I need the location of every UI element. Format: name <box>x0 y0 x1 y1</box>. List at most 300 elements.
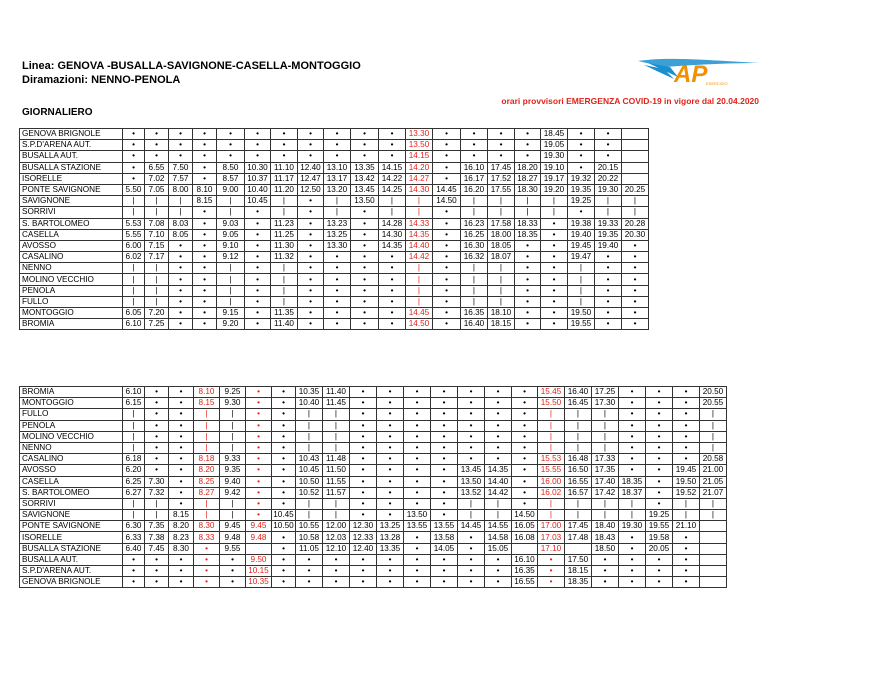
time-cell: | <box>220 420 246 431</box>
time-cell: • <box>458 577 485 588</box>
time-cell: • <box>324 308 351 319</box>
stop-name: S.P.D'ARENA AUT. <box>20 140 123 151</box>
stop-name: SORRIVI <box>20 207 123 218</box>
time-cell: 16.57 <box>565 487 592 498</box>
time-cell: 7.25 <box>145 319 169 330</box>
time-cell: • <box>622 296 649 307</box>
time-cell: 18.20 <box>515 162 541 173</box>
time-cell: 14.33 <box>406 218 433 229</box>
time-cell: • <box>377 454 404 465</box>
time-cell: • <box>145 577 169 588</box>
time-cell: • <box>592 577 619 588</box>
time-cell: • <box>245 308 271 319</box>
time-cell: • <box>351 229 379 240</box>
time-cell: • <box>404 409 431 420</box>
time-cell: • <box>673 543 700 554</box>
time-cell: 10.50 <box>296 476 323 487</box>
time-cell: • <box>123 151 145 162</box>
time-cell: 13.52 <box>458 487 485 498</box>
time-cell: 18.35 <box>565 577 592 588</box>
time-cell: | <box>458 510 485 521</box>
time-cell: • <box>169 431 194 442</box>
time-cell: | <box>406 274 433 285</box>
time-cell: 18.35 <box>619 476 646 487</box>
time-cell: | <box>123 510 145 521</box>
time-cell: • <box>673 566 700 577</box>
time-cell: 19.35 <box>595 229 622 240</box>
time-cell: • <box>512 420 538 431</box>
time-cell: | <box>538 498 565 509</box>
time-cell: | <box>123 442 145 453</box>
time-cell: • <box>169 465 194 476</box>
time-cell: 19.30 <box>619 521 646 532</box>
time-cell: | <box>271 263 298 274</box>
time-cell: 13.10 <box>324 162 351 173</box>
time-cell: • <box>350 487 377 498</box>
time-cell: • <box>404 498 431 509</box>
time-cell: • <box>246 431 272 442</box>
time-cell: 13.23 <box>324 218 351 229</box>
time-cell: • <box>379 285 406 296</box>
time-cell: 10.45 <box>245 196 271 207</box>
time-cell: 6.27 <box>123 487 145 498</box>
time-cell: | <box>565 420 592 431</box>
time-cell: • <box>619 554 646 565</box>
time-cell: | <box>592 409 619 420</box>
table-row <box>20 465 727 476</box>
stop-name: GENOVA BRIGNOLE <box>20 129 123 140</box>
time-cell: | <box>619 498 646 509</box>
time-cell: • <box>145 454 169 465</box>
time-cell: 9.45 <box>220 521 246 532</box>
stop-name: SORRIVI <box>20 498 123 509</box>
time-cell: • <box>123 173 145 184</box>
time-cell: | <box>568 296 595 307</box>
time-cell: 8.03 <box>169 218 193 229</box>
time-cell: • <box>351 129 379 140</box>
time-cell: 17.52 <box>488 173 515 184</box>
stop-name: S.P.D'ARENA AUT. <box>20 566 123 577</box>
time-cell: • <box>568 207 595 218</box>
time-cell: • <box>595 308 622 319</box>
time-cell: • <box>404 387 431 398</box>
time-cell: • <box>431 409 458 420</box>
time-cell: 13.17 <box>324 173 351 184</box>
table-row <box>20 218 649 229</box>
table-row <box>20 173 649 184</box>
time-cell: • <box>245 263 271 274</box>
time-cell: • <box>515 308 541 319</box>
time-cell: • <box>404 577 431 588</box>
time-cell: • <box>271 129 298 140</box>
time-cell: 5.55 <box>123 229 145 240</box>
time-cell: 14.35 <box>485 465 512 476</box>
time-cell: • <box>541 240 568 251</box>
stop-name: CASALINO <box>20 454 123 465</box>
time-cell: 8.30 <box>169 543 194 554</box>
time-cell: • <box>169 398 194 409</box>
time-cell: • <box>377 465 404 476</box>
time-cell: • <box>433 129 461 140</box>
time-cell: 20.15 <box>595 162 622 173</box>
time-cell: • <box>324 263 351 274</box>
time-cell: • <box>377 442 404 453</box>
time-cell: 16.45 <box>565 398 592 409</box>
time-cell: | <box>220 498 246 509</box>
time-cell: • <box>145 465 169 476</box>
time-cell: | <box>194 498 220 509</box>
table-row <box>20 240 649 251</box>
time-cell: 13.30 <box>324 240 351 251</box>
time-cell: | <box>217 263 245 274</box>
time-cell: • <box>673 420 700 431</box>
time-cell: | <box>592 420 619 431</box>
time-cell: • <box>145 151 169 162</box>
time-cell: 14.50 <box>433 196 461 207</box>
time-cell: • <box>246 498 272 509</box>
line-title: Linea: GENOVA -BUSALLA-SAVIGNONE-CASELLA-MONTOGGIO <box>22 60 361 72</box>
time-cell: • <box>433 319 461 330</box>
table-row <box>20 162 649 173</box>
time-cell: • <box>298 240 324 251</box>
time-cell: 21.07 <box>700 487 727 498</box>
time-cell: • <box>193 263 217 274</box>
time-cell: 9.00 <box>217 184 245 195</box>
time-cell: 19.40 <box>568 229 595 240</box>
time-cell: | <box>461 207 488 218</box>
time-cell: • <box>350 465 377 476</box>
time-cell: | <box>592 431 619 442</box>
time-cell <box>622 140 649 151</box>
time-cell: • <box>595 129 622 140</box>
time-cell: • <box>194 566 220 577</box>
time-cell: | <box>458 498 485 509</box>
time-cell: • <box>272 543 296 554</box>
time-cell: | <box>565 431 592 442</box>
time-cell: • <box>324 140 351 151</box>
time-cell: • <box>619 442 646 453</box>
time-cell: 12.47 <box>298 173 324 184</box>
time-cell: • <box>431 465 458 476</box>
time-cell: • <box>377 420 404 431</box>
time-cell: • <box>245 285 271 296</box>
time-cell: 11.30 <box>271 240 298 251</box>
time-cell: 12.00 <box>323 521 350 532</box>
time-cell: • <box>538 554 565 565</box>
time-cell: 20.22 <box>595 173 622 184</box>
time-cell: | <box>488 207 515 218</box>
time-cell: | <box>194 409 220 420</box>
time-cell: | <box>323 420 350 431</box>
time-cell: 14.50 <box>406 319 433 330</box>
time-cell: • <box>272 554 296 565</box>
time-cell: 8.15 <box>194 398 220 409</box>
time-cell: 19.05 <box>541 140 568 151</box>
time-cell: 18.40 <box>592 521 619 532</box>
time-cell: • <box>379 274 406 285</box>
time-cell: • <box>194 543 220 554</box>
stop-name: BUSALLA AUT. <box>20 554 123 565</box>
time-cell: • <box>431 398 458 409</box>
time-cell: 5.53 <box>123 218 145 229</box>
time-cell: 7.30 <box>145 476 169 487</box>
time-cell: • <box>220 577 246 588</box>
time-cell: • <box>404 487 431 498</box>
time-cell: 10.15 <box>246 566 272 577</box>
time-cell: • <box>123 129 145 140</box>
time-cell: 6.33 <box>123 532 145 543</box>
time-cell: 16.50 <box>565 465 592 476</box>
time-cell: • <box>145 387 169 398</box>
time-cell: • <box>595 252 622 263</box>
stop-name: BROMIA <box>20 387 123 398</box>
time-cell: • <box>169 140 193 151</box>
time-cell: 11.23 <box>271 218 298 229</box>
time-cell: 14.20 <box>406 162 433 173</box>
time-cell: • <box>541 285 568 296</box>
time-cell: | <box>323 431 350 442</box>
time-cell: 9.12 <box>217 252 245 263</box>
stop-name: FULLO <box>20 296 123 307</box>
time-cell: 19.38 <box>568 218 595 229</box>
time-cell: • <box>673 454 700 465</box>
time-cell: • <box>169 420 194 431</box>
table-row <box>20 296 649 307</box>
time-cell: • <box>673 398 700 409</box>
time-cell: | <box>592 498 619 509</box>
time-cell: 14.30 <box>379 229 406 240</box>
time-cell: | <box>296 409 323 420</box>
time-cell: • <box>433 296 461 307</box>
time-cell: • <box>646 387 673 398</box>
time-cell: • <box>169 263 193 274</box>
time-cell: • <box>485 577 512 588</box>
time-cell: 18.15 <box>565 566 592 577</box>
time-cell: • <box>377 498 404 509</box>
time-cell: 7.17 <box>145 252 169 263</box>
time-cell: | <box>595 196 622 207</box>
time-cell: • <box>568 140 595 151</box>
time-cell: 18.27 <box>515 173 541 184</box>
time-cell: • <box>245 252 271 263</box>
time-cell: 10.45 <box>296 465 323 476</box>
time-cell: • <box>324 129 351 140</box>
time-cell: • <box>123 577 145 588</box>
time-cell: 10.37 <box>245 173 271 184</box>
time-cell: 10.43 <box>296 454 323 465</box>
time-cell: • <box>595 151 622 162</box>
time-cell: • <box>512 498 538 509</box>
time-cell: • <box>246 387 272 398</box>
time-cell: • <box>592 566 619 577</box>
time-cell: • <box>145 420 169 431</box>
table-row <box>20 409 727 420</box>
time-cell: • <box>169 409 194 420</box>
time-cell: • <box>246 465 272 476</box>
time-cell: 16.35 <box>461 308 488 319</box>
time-cell: • <box>350 398 377 409</box>
time-cell: • <box>433 140 461 151</box>
time-cell: • <box>194 577 220 588</box>
time-cell: 16.17 <box>461 173 488 184</box>
table-row <box>20 431 727 442</box>
time-cell: | <box>296 420 323 431</box>
time-cell: • <box>512 465 538 476</box>
time-cell: 18.07 <box>488 252 515 263</box>
time-cell: • <box>485 554 512 565</box>
time-cell: • <box>568 162 595 173</box>
time-cell: 17.45 <box>488 162 515 173</box>
table-row <box>20 521 727 532</box>
time-cell: 13.50 <box>458 476 485 487</box>
time-cell: • <box>646 465 673 476</box>
time-cell: 11.32 <box>271 252 298 263</box>
time-cell: 11.55 <box>323 476 350 487</box>
time-cell: • <box>646 409 673 420</box>
time-cell: • <box>272 431 296 442</box>
time-cell: 18.15 <box>488 319 515 330</box>
time-cell: • <box>193 319 217 330</box>
time-cell: 16.10 <box>461 162 488 173</box>
time-cell: • <box>619 454 646 465</box>
time-cell: 19.45 <box>673 465 700 476</box>
time-cell: • <box>351 274 379 285</box>
time-cell: 8.30 <box>194 521 220 532</box>
time-cell: • <box>193 285 217 296</box>
time-cell: | <box>538 431 565 442</box>
time-cell: • <box>458 431 485 442</box>
time-cell: • <box>541 319 568 330</box>
table-row <box>20 532 727 543</box>
time-cell: • <box>619 566 646 577</box>
time-cell: • <box>272 409 296 420</box>
time-cell: • <box>646 420 673 431</box>
time-cell: 7.02 <box>145 173 169 184</box>
time-cell: • <box>379 129 406 140</box>
time-cell: 12.10 <box>323 543 350 554</box>
time-cell: 13.20 <box>324 184 351 195</box>
stop-name: BUSALLA STAZIONE <box>20 543 123 554</box>
time-cell: • <box>673 577 700 588</box>
time-cell: 19.30 <box>541 151 568 162</box>
table-row <box>20 420 727 431</box>
stop-name: AVOSSO <box>20 465 123 476</box>
table-row <box>20 263 649 274</box>
time-cell: 14.05 <box>431 543 458 554</box>
time-cell: • <box>541 308 568 319</box>
time-cell: • <box>377 409 404 420</box>
time-cell: • <box>404 431 431 442</box>
time-cell: | <box>323 409 350 420</box>
time-cell: • <box>541 274 568 285</box>
time-cell: | <box>406 207 433 218</box>
time-cell: • <box>350 454 377 465</box>
time-cell: 9.42 <box>220 487 246 498</box>
time-cell: 8.33 <box>194 532 220 543</box>
time-cell: • <box>404 420 431 431</box>
time-cell: 14.40 <box>485 476 512 487</box>
time-cell: • <box>458 409 485 420</box>
time-cell: • <box>619 465 646 476</box>
time-cell: • <box>194 554 220 565</box>
time-cell: 16.08 <box>512 532 538 543</box>
time-cell: | <box>123 274 145 285</box>
time-cell: • <box>488 151 515 162</box>
stop-name: FULLO <box>20 409 123 420</box>
time-cell: 19.52 <box>673 487 700 498</box>
time-cell: 13.50 <box>351 196 379 207</box>
table-row <box>20 577 727 588</box>
time-cell: 13.35 <box>377 543 404 554</box>
time-cell: 16.55 <box>512 577 538 588</box>
time-cell: • <box>404 465 431 476</box>
time-cell: 9.48 <box>246 532 272 543</box>
time-cell: | <box>406 296 433 307</box>
time-cell: • <box>433 207 461 218</box>
time-cell: | <box>296 431 323 442</box>
time-cell: • <box>404 554 431 565</box>
logo-sub: ESERCIZIO <box>706 81 728 86</box>
time-cell: • <box>512 476 538 487</box>
table-row <box>20 554 727 565</box>
time-cell: 20.28 <box>622 218 649 229</box>
time-cell: • <box>169 566 194 577</box>
time-cell: • <box>622 308 649 319</box>
time-cell: 13.28 <box>377 532 404 543</box>
time-cell: • <box>220 566 246 577</box>
time-cell: 9.30 <box>220 398 246 409</box>
time-cell: 10.58 <box>296 532 323 543</box>
time-cell: • <box>169 498 194 509</box>
time-cell: • <box>324 296 351 307</box>
time-cell: • <box>377 487 404 498</box>
time-cell: • <box>404 442 431 453</box>
time-cell: • <box>246 487 272 498</box>
time-cell: 15.53 <box>538 454 565 465</box>
time-cell: 15.55 <box>538 465 565 476</box>
table-row <box>20 442 727 453</box>
time-cell: • <box>272 577 296 588</box>
time-cell: | <box>145 207 169 218</box>
time-cell: 12.30 <box>350 521 377 532</box>
time-cell: | <box>123 498 145 509</box>
time-cell: • <box>145 129 169 140</box>
time-cell: | <box>461 274 488 285</box>
time-cell: • <box>145 431 169 442</box>
time-cell: • <box>433 285 461 296</box>
inbound-timetable <box>19 386 727 588</box>
time-cell: • <box>541 263 568 274</box>
time-cell: 8.50 <box>217 162 245 173</box>
time-cell: • <box>193 240 217 251</box>
time-cell <box>700 577 727 588</box>
time-cell: • <box>485 409 512 420</box>
time-cell: • <box>568 129 595 140</box>
time-cell: • <box>246 510 272 521</box>
time-cell: • <box>272 487 296 498</box>
time-cell: • <box>377 577 404 588</box>
time-cell: • <box>246 476 272 487</box>
time-cell: | <box>568 263 595 274</box>
time-cell: • <box>169 296 193 307</box>
time-cell: • <box>461 129 488 140</box>
time-cell: 16.23 <box>461 218 488 229</box>
time-cell: • <box>145 398 169 409</box>
time-cell: • <box>622 319 649 330</box>
time-cell: • <box>169 577 194 588</box>
time-cell: 17.30 <box>592 398 619 409</box>
time-cell: • <box>619 431 646 442</box>
